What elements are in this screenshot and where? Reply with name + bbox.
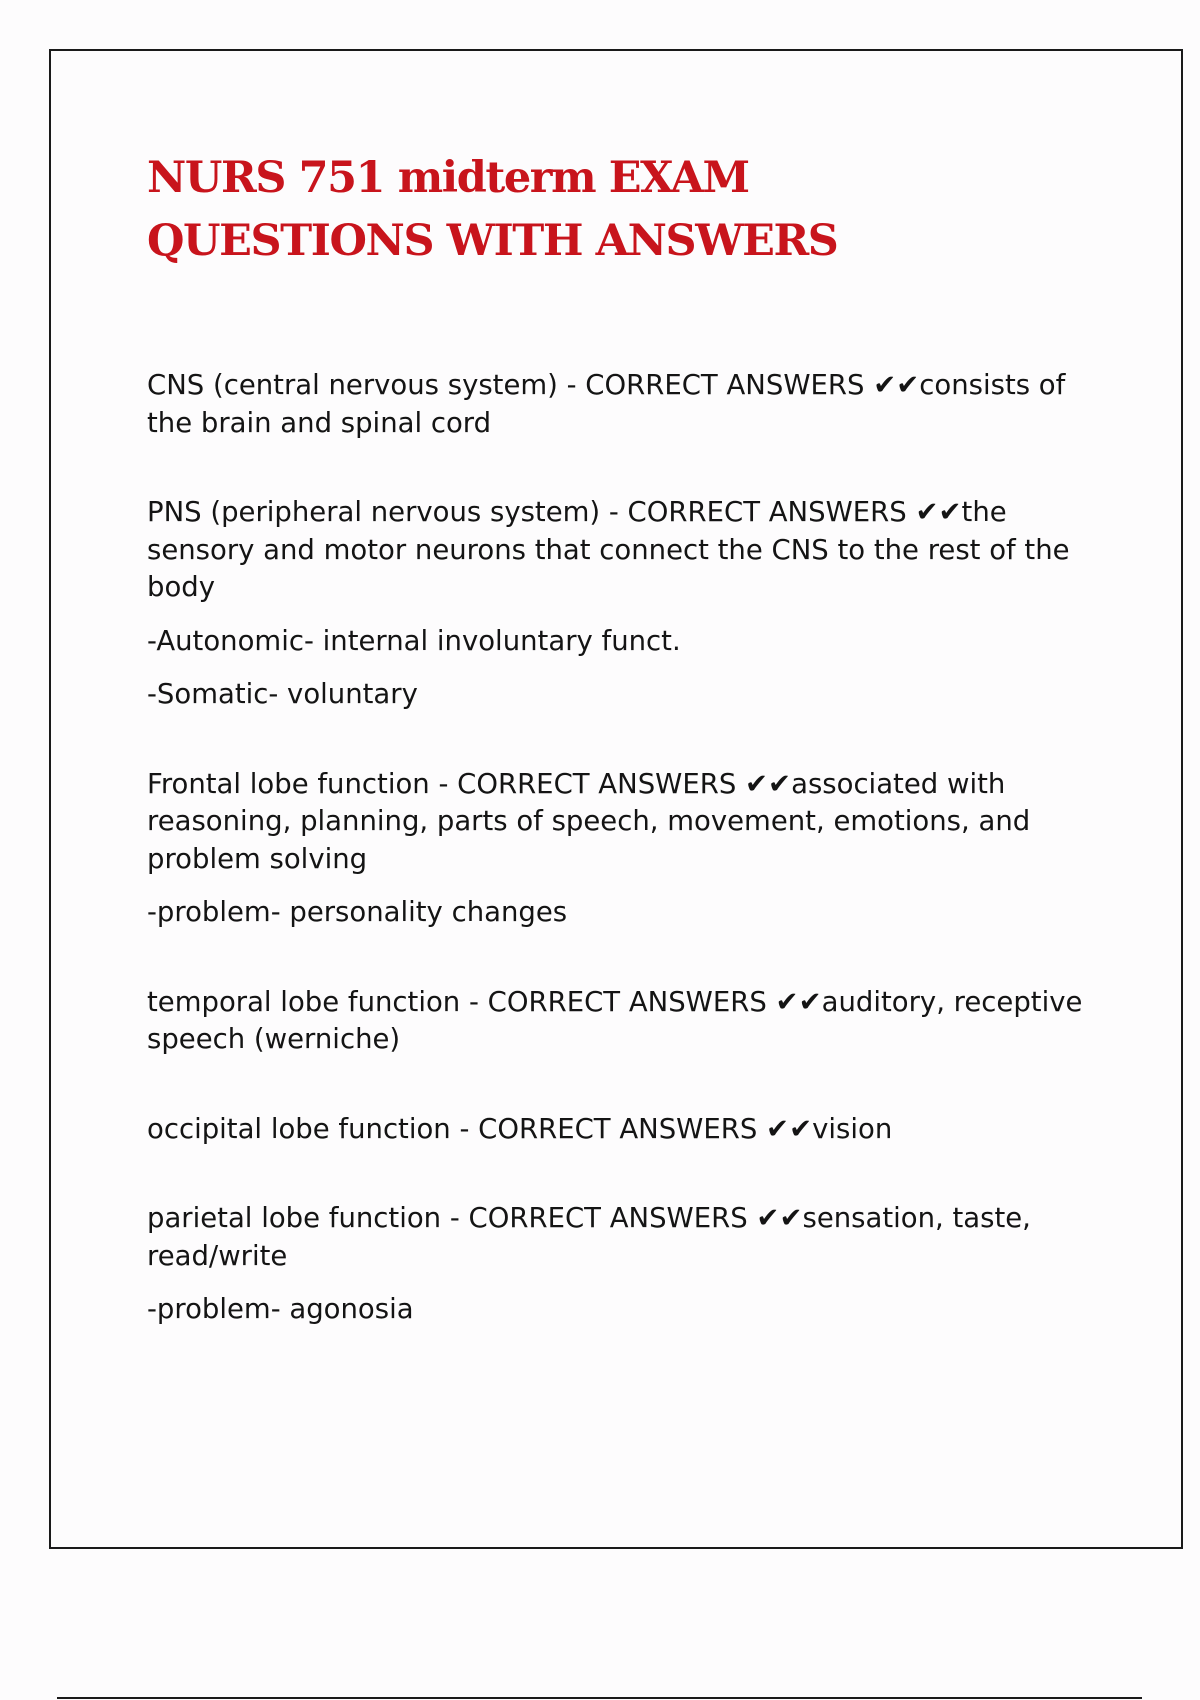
qa-entry <box>147 984 1107 1059</box>
qa-item-temporal-lobe <box>147 984 1107 1059</box>
qa-separator: - CORRECT ANSWERS <box>450 1112 767 1145</box>
qa-separator: - CORRECT ANSWERS <box>600 496 916 528</box>
qa-separator: - CORRECT ANSWERS <box>557 369 874 401</box>
qa-item-occipital-lobe <box>147 1111 1107 1149</box>
qa-term: parietal lobe function <box>147 1202 442 1234</box>
qa-term: Frontal lobe function <box>147 767 430 800</box>
qa-separator: - CORRECT ANSWERS <box>441 1202 757 1234</box>
qa-entry <box>147 1200 1107 1275</box>
double-check-icon: ✔✔ <box>745 767 792 800</box>
double-check-icon: ✔✔ <box>756 1202 803 1234</box>
page-frame <box>49 49 1183 1549</box>
double-check-icon: ✔✔ <box>915 496 962 528</box>
document-title: NURS 751 midterm EXAM QUESTIONS WITH ANSWERS <box>147 153 838 266</box>
qa-answer: auditory, receptive speech (werniche) <box>147 985 1083 1055</box>
qa-item-cns <box>147 367 1107 442</box>
qa-entry <box>147 1111 1107 1149</box>
qa-note: -problem- personality changes <box>147 896 568 928</box>
double-check-icon: ✔✔ <box>766 1112 813 1145</box>
qa-answer: sensation, taste, read/write <box>147 1202 1031 1272</box>
qa-note: -Somatic- voluntary <box>147 678 418 710</box>
qa-answer: consists of the brain and spinal cord <box>147 369 1066 439</box>
qa-answer: the sensory and motor neurons that connect the CNS to the rest of the body <box>147 496 1070 603</box>
qa-list <box>147 367 1107 1381</box>
qa-entry <box>147 367 1107 442</box>
double-check-icon: ✔✔ <box>873 369 920 401</box>
double-check-icon: ✔✔ <box>775 985 822 1018</box>
qa-entry <box>147 766 1107 879</box>
qa-separator: - CORRECT ANSWERS <box>429 767 746 800</box>
qa-note: -problem- agonosia <box>147 1293 414 1325</box>
qa-answer: associated with reasoning, planning, parts of speech, movement, emotions, and problem solving <box>147 767 1031 875</box>
qa-term: temporal lobe function <box>147 985 461 1018</box>
qa-item-pns <box>147 494 1107 714</box>
qa-entry <box>147 494 1107 607</box>
qa-term: CNS (central nervous system) <box>147 369 558 401</box>
qa-term: PNS (peripheral nervous system) <box>147 496 601 528</box>
qa-note: -Autonomic- internal involuntary funct. <box>147 624 681 657</box>
qa-answer: vision <box>812 1112 893 1145</box>
qa-item-parietal-lobe <box>147 1200 1107 1329</box>
footer-divider <box>57 1697 1142 1699</box>
qa-separator: - CORRECT ANSWERS <box>460 985 776 1018</box>
qa-item-frontal-lobe <box>147 766 1107 932</box>
qa-term: occipital lobe function <box>147 1112 451 1145</box>
